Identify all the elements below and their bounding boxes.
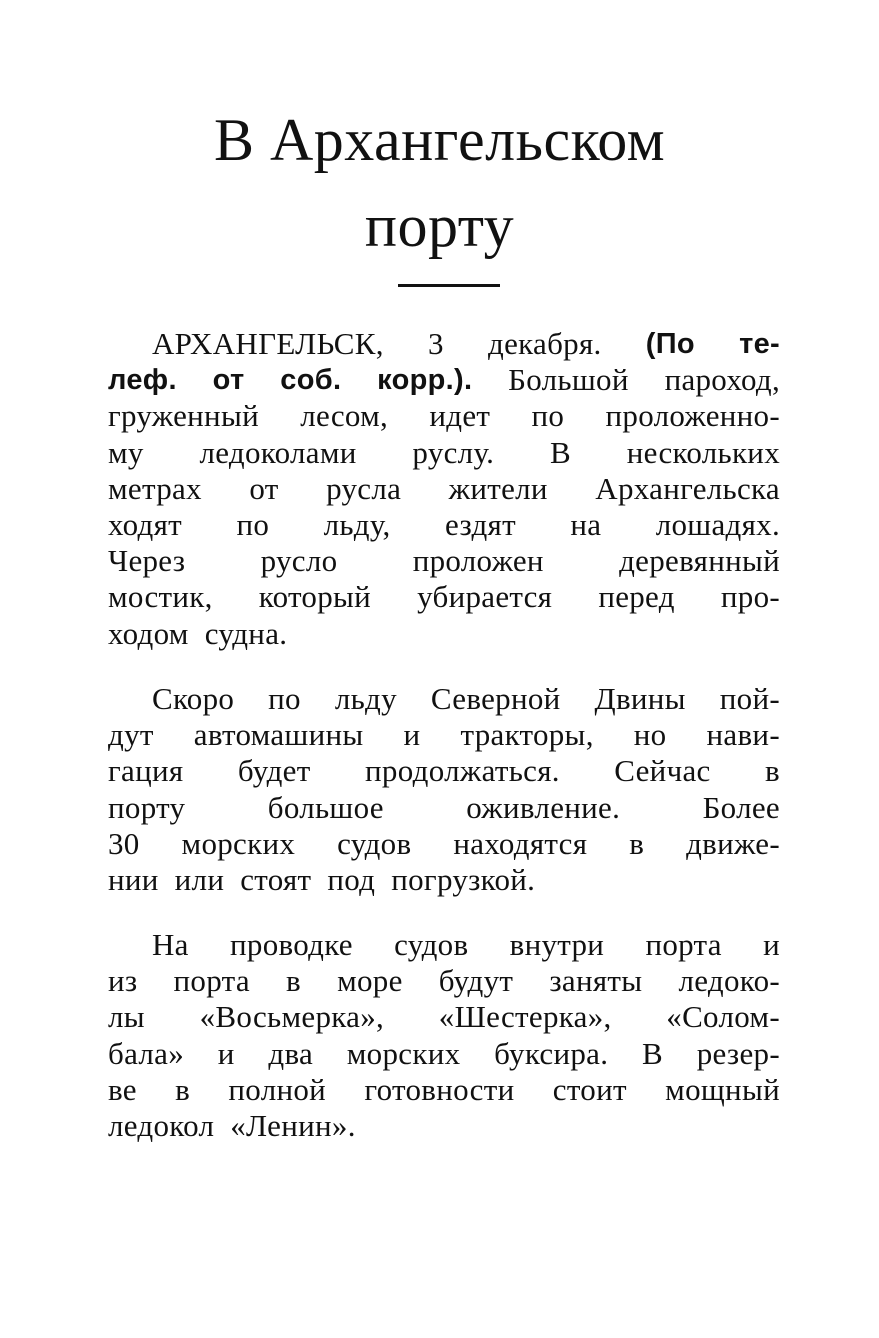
word: перед <box>598 579 675 615</box>
word: метрах <box>108 470 202 506</box>
word: про- <box>720 579 780 615</box>
word: из <box>108 963 138 999</box>
word: Сейчас <box>614 753 711 789</box>
word: судов <box>337 825 412 861</box>
word: руслу. <box>412 434 495 470</box>
word: дут <box>108 717 154 753</box>
word: стоят <box>240 861 312 897</box>
text-line <box>108 362 780 398</box>
word: льду, <box>323 506 391 542</box>
word: но <box>633 717 667 753</box>
word: морских <box>181 825 296 861</box>
headline-line-2: порту <box>364 193 515 259</box>
word: порта <box>645 927 722 962</box>
word: резер- <box>696 1035 780 1071</box>
word: продолжаться. <box>365 753 560 789</box>
word: в <box>629 825 645 861</box>
text-line <box>108 579 780 615</box>
text-line <box>108 963 780 999</box>
word: по <box>236 506 270 542</box>
headline-divider <box>398 284 500 287</box>
byline-word: корр.). <box>377 364 473 397</box>
word: му <box>108 434 144 470</box>
word: тракторы, <box>460 717 594 753</box>
word: на <box>570 506 602 542</box>
word: заняты <box>549 963 643 999</box>
text-line <box>108 717 780 753</box>
word: в <box>286 963 301 999</box>
word: погрузкой. <box>391 861 536 897</box>
word: морских <box>346 1035 461 1071</box>
byline-word: леф. <box>108 364 177 397</box>
word: лесом, <box>300 398 389 434</box>
word: нии <box>108 861 159 897</box>
headline-line-1: В Архангельском <box>213 107 666 173</box>
word: «Солом- <box>666 999 780 1035</box>
word: ледоколами <box>199 434 357 470</box>
text-line <box>108 507 780 543</box>
text-line <box>108 999 780 1035</box>
word: «Ленин». <box>230 1107 356 1143</box>
word: бала» <box>108 1035 185 1071</box>
word: находятся <box>453 825 588 861</box>
text-line <box>108 543 780 579</box>
word: ездят <box>445 506 516 542</box>
word: порту <box>108 789 186 825</box>
word: В <box>641 1035 663 1071</box>
word: море <box>337 963 403 999</box>
text-line <box>108 435 780 471</box>
byline-word: соб. <box>280 364 342 397</box>
word: или <box>174 861 225 897</box>
word: Архангельска <box>595 470 780 506</box>
word: идет <box>429 398 491 434</box>
text-line <box>108 398 780 434</box>
word: ледокол <box>108 1107 215 1143</box>
word: 30 <box>108 825 140 861</box>
word: Большой <box>508 362 629 398</box>
text-line <box>108 753 780 789</box>
word: жители <box>448 470 548 506</box>
word: русла <box>326 470 402 506</box>
word: и <box>403 717 421 753</box>
word: 3 <box>428 326 444 361</box>
word: Северной <box>430 681 561 716</box>
word: который <box>258 579 372 615</box>
word: ледоко- <box>678 963 780 999</box>
word: движе- <box>686 825 780 861</box>
word: внутри <box>509 927 605 962</box>
word: и <box>217 1035 235 1071</box>
word: деревянный <box>619 543 780 579</box>
word: оживление. <box>466 789 621 825</box>
word: автомашины <box>193 717 364 753</box>
text-line <box>108 616 780 652</box>
word: нави- <box>706 717 780 753</box>
byline-word: (По <box>645 328 695 360</box>
word: мостик, <box>108 579 213 615</box>
word: под <box>327 861 376 897</box>
byline-word: от <box>212 364 245 397</box>
word: будет <box>237 753 311 789</box>
text-line <box>108 471 780 507</box>
word: от <box>249 470 279 506</box>
word: судна. <box>204 615 288 651</box>
word: пой- <box>719 681 780 716</box>
word: по <box>531 398 565 434</box>
word: ходят <box>108 506 183 542</box>
word: ве <box>108 1071 137 1107</box>
word: в <box>765 753 780 789</box>
word: Двины <box>594 681 686 716</box>
word: Более <box>702 789 780 825</box>
word: по <box>268 681 301 716</box>
word: два <box>268 1035 314 1071</box>
word: На <box>152 927 189 962</box>
text-line <box>108 1108 780 1144</box>
word: АРХАНГЕЛЬСК, <box>152 326 384 361</box>
word: в <box>175 1071 191 1107</box>
word: гация <box>108 753 184 789</box>
word: русло <box>260 543 338 579</box>
word: Скоро <box>152 681 235 716</box>
text-line <box>108 326 780 362</box>
word: лошадях. <box>655 506 780 542</box>
word: Через <box>108 543 186 579</box>
word: буксира. <box>494 1035 609 1071</box>
word: порта <box>173 963 250 999</box>
word: будут <box>438 963 514 999</box>
word: ходом <box>108 615 189 651</box>
text-line <box>108 862 780 898</box>
word: мощный <box>665 1071 780 1107</box>
text-line <box>108 1036 780 1072</box>
word: большое <box>267 789 384 825</box>
word: убирается <box>417 579 553 615</box>
text-line <box>108 681 780 717</box>
word: «Восьмерка», <box>199 999 385 1035</box>
word: льду <box>334 681 397 716</box>
word: груженный <box>108 398 259 434</box>
word: лы <box>108 999 145 1035</box>
text-line <box>108 1072 780 1108</box>
word: полной <box>228 1071 327 1107</box>
word: «Шестерка», <box>438 999 612 1035</box>
text-line <box>108 927 780 963</box>
word: проложен <box>412 543 544 579</box>
word: пароход, <box>664 362 780 398</box>
word: готовности <box>364 1071 515 1107</box>
paragraph-3 <box>108 927 780 1144</box>
text-line <box>108 790 780 826</box>
word: судов <box>394 927 469 962</box>
word: проложенно- <box>605 398 780 434</box>
word: декабря. <box>488 326 602 361</box>
word: проводке <box>230 927 353 962</box>
paragraph-1 <box>108 326 780 652</box>
text-line <box>108 826 780 862</box>
paragraph-2 <box>108 681 780 898</box>
word: стоит <box>552 1071 627 1107</box>
word: и <box>763 927 780 962</box>
word: В <box>550 434 571 470</box>
byline-word: те- <box>739 328 780 360</box>
word: нескольких <box>626 434 780 470</box>
